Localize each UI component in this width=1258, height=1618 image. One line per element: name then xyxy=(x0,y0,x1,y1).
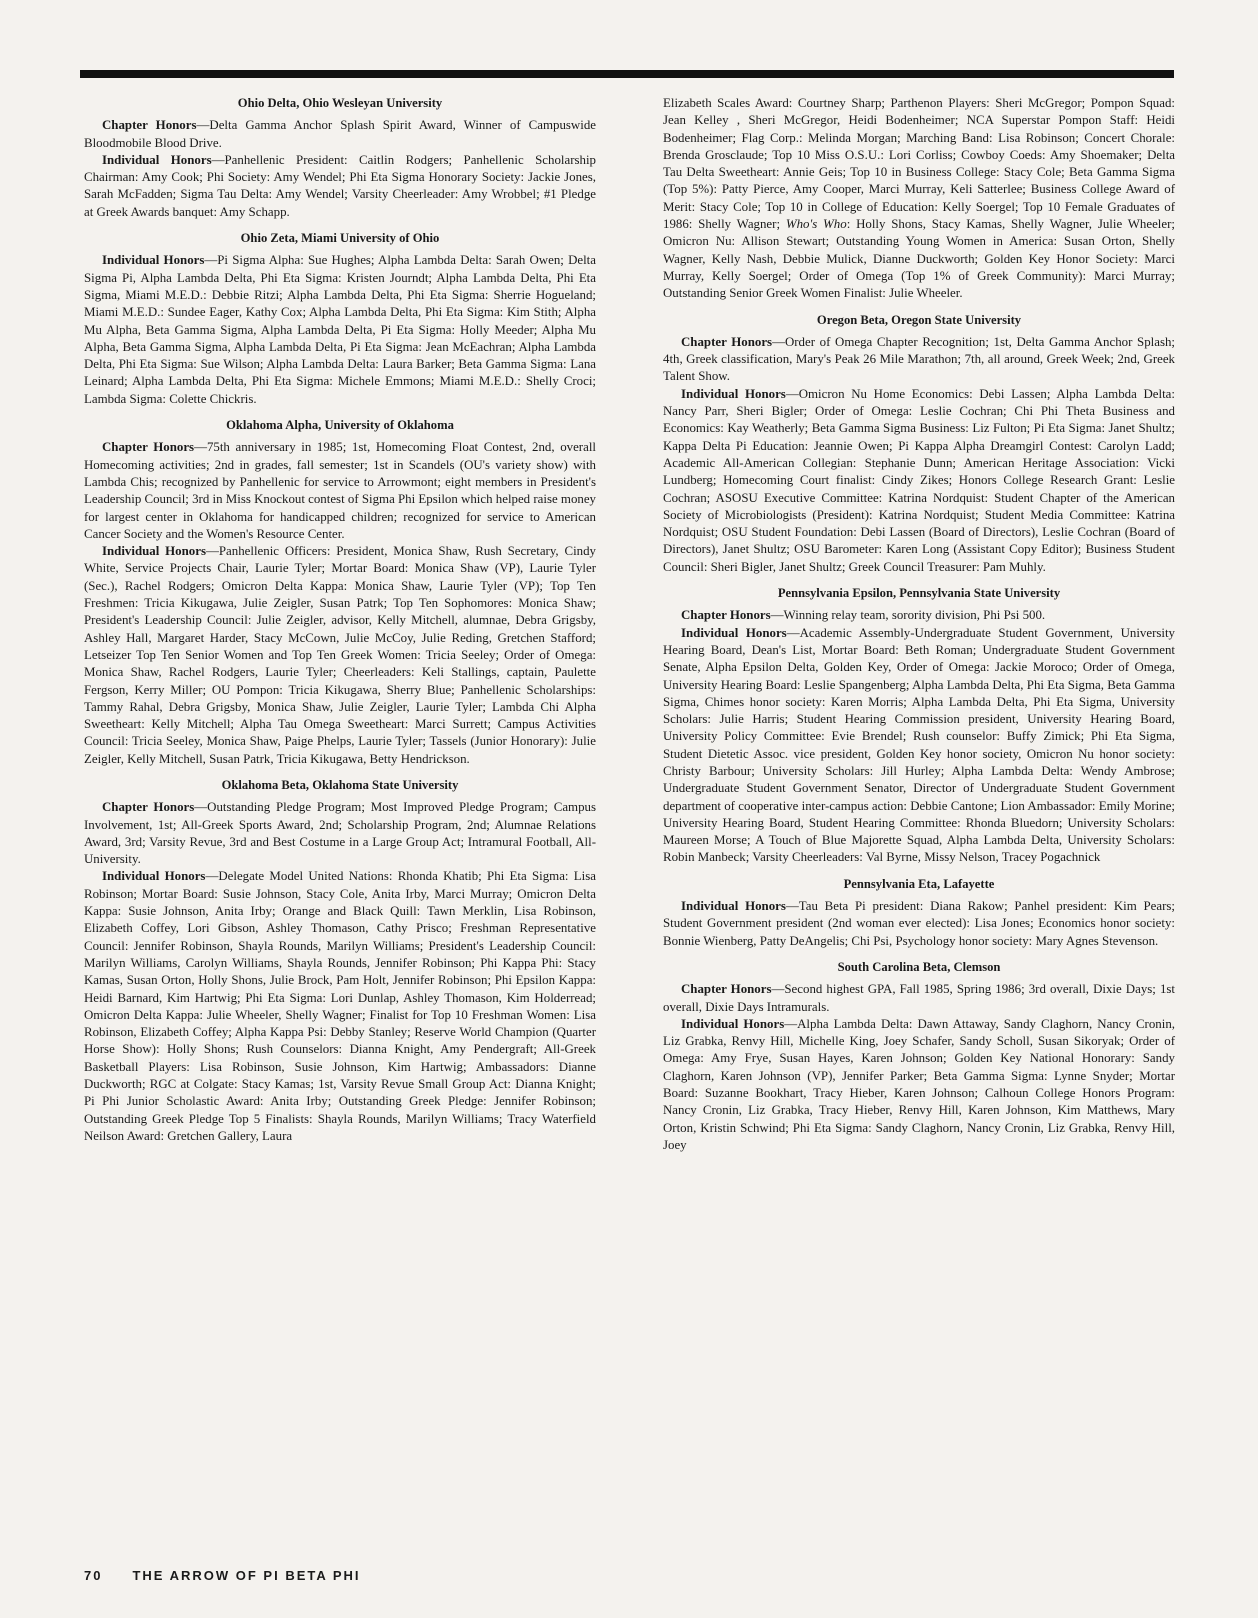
italic-title: Who's Who xyxy=(785,217,847,232)
individual-honors-paragraph xyxy=(84,543,596,768)
page-footer xyxy=(84,1568,361,1583)
paragraph-text: —Academic Assembly-Undergraduate Student Government, University Hearing Board, Dean's List, Mortar Board: Beth Roman; Undergraduate Student Government Senate, Alpha Epsilon Delta, Golden Key, Order of Omega: Jackie Moroco; Order of Omega, University Hearing Board: Leslie Spangenberg; Alpha Lambda Delta, Phi Eta Sigma, Beta Gamma Sigma, Chimes honor society: Karen Morris; Alpha Lambda Delta, Phi Eta Sigma, University Scholars: Julie Harris; Student Hearing Commission president, University Hearing Board, University Policy Committee: Evie Brendel; Rush counselor: Buffy Zimick; Phi Eta Sigma, Student Dietetic Assoc. vice president, Golden Key honor society, Omicron Nu honor society: Christy Barbour; University Scholars: Jill Hurley; Alpha Lambda Delta: Wendy Ambrose; Undergraduate Student Government Senator, Director of Undergraduate Student Government department of cooperative inter-campus action: Debbie Cantone; Lion Ambassador: Emily Morine; University Hearing Board, Student Hearing Committee: Rhonda Bluedorn; University Scholars: Maureen Morse; A Touch of Blue Majorette Squad, Alpha Lambda Delta, University Scholars: Robin Manbeck; Varsity Cheerleaders: Val Byrne, Missy Nelson, Tracey Pogachnick xyxy=(663,625,1175,865)
chapter-honors-paragraph xyxy=(663,981,1175,1016)
individual-honors-paragraph xyxy=(84,152,596,221)
chapter-honors-label: Chapter Honors xyxy=(102,440,195,455)
chapter-honors-label: Chapter Honors xyxy=(102,800,195,815)
section-title-oregon-beta: Oregon Beta, Oregon State University xyxy=(816,312,1022,327)
section-title-pennsylvania-eta: Pennsylvania Eta, Lafayette xyxy=(843,876,995,891)
individual-honors-label: Individual Honors xyxy=(681,386,786,401)
paragraph-text: —Second highest GPA, Fall 1985, Spring 1986; 3rd overall, Dixie Days; 1st overall, Dixie Days Intramurals. xyxy=(663,982,1175,1014)
individual-honors-label: Individual Honors xyxy=(102,544,206,559)
right-column xyxy=(663,95,1175,1154)
section-title-oklahoma-alpha: Oklahoma Alpha, University of Oklahoma xyxy=(226,418,454,433)
section-title-pennsylvania-epsilon: Pennsylvania Epsilon, Pennsylvania State University xyxy=(777,586,1061,601)
chapter-honors-paragraph xyxy=(84,439,596,543)
individual-honors-paragraph xyxy=(663,625,1175,867)
section-title-ohio-zeta: Ohio Zeta, Miami University of Ohio xyxy=(240,231,440,246)
paragraph-text: —Outstanding Pledge Program; Most Improved Pledge Program; Campus Involvement, 1st; All-Greek Sports Award, 2nd; Scholarship Program, 2nd; Alumnae Relations Award, 3rd; Varsity Revue, 3rd and Best Costume in a Large Group Act; Intramural Football, All-University. xyxy=(84,800,596,867)
chapter-honors-label: Chapter Honors xyxy=(102,118,197,133)
paragraph-text: —Alpha Lambda Delta: Dawn Attaway, Sandy Claghorn, Nancy Cronin, Liz Grabka, Renvy Hill, Michelle King, Joey Schafer, Sandy Scholl, Susan Sikoryak; Order of Omega: Amy Frye, Susan Hayes, Karen Johnson; Golden Key National Honorary: Sandy Claghorn, Karen Johnson (VP), Jennifer Parker; Beta Gamma Sigma: Lynne Snyder; Mortar Board: Suzanne Bookhart, Tracy Hieber, Karen Johnson; Calhoun College Honors Program: Nancy Cronin, Liz Grabka, Tracy Hieber, Renvy Hill, Karen Johnson, Kim Matthews, Mary Orton, Kristin Schwind; Phi Eta Sigma: Sandy Claghorn, Nancy Cronin, Liz Grabka, Renvy Hill, Joey xyxy=(663,1016,1175,1152)
individual-honors-paragraph xyxy=(663,386,1175,576)
chapter-honors-paragraph xyxy=(84,799,596,868)
paragraph-text: —Panhellenic Officers: President, Monica Shaw, Rush Secretary, Cindy White, Service Projects Chair, Laurie Tyler; Mortar Board: Monica Shaw (VP), Laurie Tyler (Sec.), Rachel Rodgers; Omicron Delta Kappa: Monica Shaw, Laurie Tyler (VP); Top Ten Freshmen: Tricia Kikugawa, Julie Zeigler, Susan Patrk; Top Ten Sophomores: Monica Shaw; President's Leadership Council: Julie Zeigler, advisor, Kelly Mitchell, alumnae, Debra Grigsby, Ashley Hall, Margaret Harder, Stacy McCown, Julie McCoy, Julie Reding, Gretchen Stafford; Letseizer Top Ten Senior Women and Top Ten Greek Women: Tricia Seeley; Order of Omega: Monica Shaw, Rachel Rodgers, Laurie Tyler; Cheerleaders: Keli Stallings, captain, Paulette Fergson, Kerry Miller; OU Pompon: Tricia Kikugawa, Sherry Blue; Panhellenic Scholarships: Tammy Rahal, Debra Grigsby, Monica Shaw, Julie Zeigler, Laurie Tyler; Lambda Chi Alpha Sweetheart: Kelly Mitchell; Alpha Tau Omega Sweetheart: Marci Surrett; Campus Activities Council: Tricia Seeley, Monica Shaw, Paige Phelps, Laurie Tyler; Tassels (Junior Honorary): Julie Zeigler, Kelly Mitchell, Susan Patrk, Tricia Kikugawa, Betty Hendrickson. xyxy=(84,544,596,766)
section-title-oklahoma-beta: Oklahoma Beta, Oklahoma State University xyxy=(221,777,459,792)
individual-honors-label: Individual Honors xyxy=(102,152,212,167)
paragraph-text: —Omicron Nu Home Economics: Debi Lassen; Alpha Lambda Delta: Nancy Parr, Sheri Bigler; Order of Omega: Leslie Cochran; Chi Phi Theta Business and Economics: Kay Weatherly; Beta Gamma Sigma Business: Liz Fulton; Pi Eta Sigma: Janet Shultz; Kappa Delta Pi Education: Jeannie Owen; Pi Kappa Alpha Dreamgirl Contest: Carolyn Ladd; Academic All-American Collegian: Stephanie Dunn; American Heritage Association: Vicki Lundberg; Homecoming Court finalist: Cindy Zikes; Honors College Research Grant: Leslie Cochran; ASOSU Executive Committee: Katrina Nordquist: Student Chapter of the American Society of Microbiologists (President): Katrina Nordquist; Student Media Committee: Katrina Nordquist; OSU Student Foundation: Debi Lassen (Board of Directors), Leslie Cochran (Board of Directors), Janet Shultz; OSU Barometer: Karen Long (Assistant Copy Editor); Business Student Council: Sheri Bigler, Janet Shultz; Greek Council Treasurer: Pam Muhly. xyxy=(663,386,1175,574)
paragraph-text: Elizabeth Scales Award: Courtney Sharp; Parthenon Players: Sheri McGregor; Pompon Squad: Jean Kelley , Sheri McGregor, Heidi Bodenheimer; NCA Superstar Pompon Staff: Heidi Bodenheimer; Flag Corp.: Melinda Morgan; Marching Band: Lisa Robinson; Concert Chorale: Brenda Grosclaude; Top 10 Miss O.S.U.: Lori Corliss; Cowboy Coeds: Amy Shoemaker; Delta Tau Delta Sweetheart: Annie Geis; Top 10 in Business College: Stacy Cole; Beta Gamma Sigma (Top 5%): Patty Pierce, Amy Cooper, Marci Murray, Keli Satterlee; Business College Award of Merit: Stacy Cole; Top 10 in College of Education: Kelly Soergel; Top 10 Female Graduates of 1986: Shelly Wagner; xyxy=(663,96,1175,232)
paragraph-text: —75th anniversary in 1985; 1st, Homecoming Float Contest, 2nd, overall Homecoming activities; 2nd in grades, fall semester; 1st in Scandels (OU's variety show) with Lambda Chis; recognized by Panhellenic for service to Arrowmont; eight members in President's Leadership Council; 3rd in Miss Knockout contest of Sigma Phi Epsilon which helped raise money for largest center in Oklahoma for handicapped children; recognized for service to American Cancer Society and the Women's Resource Center. xyxy=(84,440,596,541)
running-title: THE ARROW OF PI BETA PHI xyxy=(132,1568,361,1583)
individual-honors-label: Individual Honors xyxy=(681,1016,785,1031)
chapter-honors-label: Chapter Honors xyxy=(681,608,771,623)
left-column xyxy=(84,95,596,1145)
individual-honors-paragraph xyxy=(84,252,596,408)
chapter-honors-paragraph xyxy=(663,334,1175,386)
paragraph-text: —Panhellenic President: Caitlin Rodgers; Panhellenic Scholarship Chairman: Amy Cook; Phi Society: Amy Wendel; Phi Eta Sigma Honorary Society: Jackie Jones, Sarah McFadden; Sigma Tau Delta: Amy Wendel; Varsity Cheerleader: Amy Wrobbel; #1 Pledge at Greek Awards banquet: Amy Schapp. xyxy=(84,152,596,219)
individual-honors-paragraph xyxy=(663,898,1175,950)
chapter-honors-label: Chapter Honors xyxy=(681,334,773,349)
chapter-honors-paragraph xyxy=(84,117,596,152)
individual-honors-label: Individual Honors xyxy=(681,899,786,914)
chapter-honors-label: Chapter Honors xyxy=(681,982,772,997)
paragraph-text: —Delta Gamma Anchor Splash Spirit Award, Winner of Campuswide Bloodmobile Blood Drive. xyxy=(84,118,596,150)
individual-honors-label: Individual Honors xyxy=(102,869,206,884)
chapter-honors-paragraph xyxy=(663,607,1175,624)
paragraph-text: : Holly Shons, Stacy Kamas, Shelly Wagner, Julie Wheeler; Omicron Nu: Allison Stewart; Outstanding Young Women in America: Susan Orton, Shelly Wagner, Kelly Nash, Debbie Mulick, Dianne Duckworth; Golden Key Honor Society: Marci Murray, Kelly Soergel; Order of Omega (Top 1% of Greek Community): Marci Murray; Outstanding Senior Greek Women Finalist: Julie Wheeler. xyxy=(663,217,1175,301)
paragraph-text: —Delegate Model United Nations: Rhonda Khatib; Phi Eta Sigma: Lisa Robinson; Mortar Board: Susie Johnson, Stacy Cole, Anita Irby, Marci Murray; Omicron Delta Kappa: Susie Johnson, Anita Irby; Orange and Black Quill: Tawn Merklin, Lisa Robinson, Elizabeth Coffey, Lori Gibson, Ashley Thomason, Cathy Prisco; Freshman Representative Council: Jennifer Robinson, Shayla Rounds, Marilyn Williams; President's Leadership Council: Marilyn Williams, Carolyn Williams, Shayla Rounds, Jennifer Robinson; Phi Kappa Phi: Stacy Kamas, Susan Orton, Holly Shons, Julie Brock, Pam Holt, Jennifer Robinson; Phi Epsilon Kappa: Heidi Barnard, Kim Hartwig; Phi Eta Sigma: Lori Dunlap, Ashley Thomason, Kim Holderread; Omicron Delta Kappa: Julie Wheeler, Shelly Wagner; Finalist for Top 10 Freshman Women: Lisa Robinson, Elizabeth Coffey; Alpha Kappa Psi: Debby Stanley; Reserve World Champion (Quarter Horse Show): Holly Shons; Rush Counselors: Dianna Knight, Amy Pendergraft; All-Greek Basketball Players: Lisa Robinson, Susie Johnson, Kim Hartwig; Ambassadors: Dianne Duckworth; RGC at Colgate: Stacy Kamas; 1st, Varsity Revue Small Group Act: Dianna Knight; Pi Phi Junior Scholastic Award: Anita Irby; Outstanding Greek Pledge: Jennifer Robinson; Outstanding Greek Pledge Top 5 Finalists: Shayla Rounds, Marilyn Williams; Tracy Waterfield Neilson Award: Gretchen Gallery, Laura xyxy=(84,869,596,1143)
section-title-south-carolina-beta: South Carolina Beta, Clemson xyxy=(837,959,1001,974)
individual-honors-label: Individual Honors xyxy=(681,625,787,640)
continued-paragraph xyxy=(663,95,1175,303)
section-title-ohio-delta: Ohio Delta, Ohio Wesleyan University xyxy=(237,96,443,110)
individual-honors-label: Individual Honors xyxy=(102,253,205,268)
paragraph-text: —Order of Omega Chapter Recognition; 1st, Delta Gamma Anchor Splash; 4th, Greek classification, Mary's Peak 26 Mile Marathon; 7th, all around, Greek Week; 2nd, Greek Talent Show. xyxy=(663,334,1175,384)
individual-honors-paragraph xyxy=(663,1016,1175,1154)
individual-honors-paragraph xyxy=(84,868,596,1145)
top-rule xyxy=(80,70,1174,78)
paragraph-text: —Tau Beta Pi president: Diana Rakow; Panhel president: Kim Pears; Student Government president (2nd woman ever elected): Lisa Jones; Economics honor society: Bonnie Wienberg, Patty DeAngelis; Chi Psi, Psychology honor society: Mary Agnes Stevenson. xyxy=(663,899,1175,948)
paragraph-text: —Pi Sigma Alpha: Sue Hughes; Alpha Lambda Delta: Sarah Owen; Delta Sigma Pi, Alpha Lambda Delta, Phi Eta Sigma: Kristen Journdt; Alpha Lambda Delta, Phi Eta Sigma, Miami M.E.D.: Debbie Ritzi; Alpha Lambda Delta, Phi Eta Sigma: Sherrie Hogueland; Miami M.E.D.: Sundee Eager, Kathy Cox; Alpha Lambda Delta, Phi Eta Sigma: Kim Stith; Alpha Mu Alpha, Beta Gamma Sigma, Alpha Lambda Delta, Pi Eta Sigma: Holly Meeder; Alpha Mu Alpha, Beta Gamma Sigma, Alpha Lambda Delta, Pi Eta Sigma: Jean McEachran; Alpha Lambda Delta, Phi Eta Sigma: Sue Wilson; Alpha Lambda Delta: Laura Barker; Beta Gamma Sigma: Lana Leinard; Alpha Lambda Delta, Phi Eta Sigma: Michele Emmons; Miami M.E.D.: Shelly Croci; Lambda Sigma: Colette Chickris. xyxy=(84,253,596,406)
paragraph-text: —Winning relay team, sorority division, Phi Psi 500. xyxy=(770,608,1046,623)
page-number: 70 xyxy=(84,1568,103,1583)
